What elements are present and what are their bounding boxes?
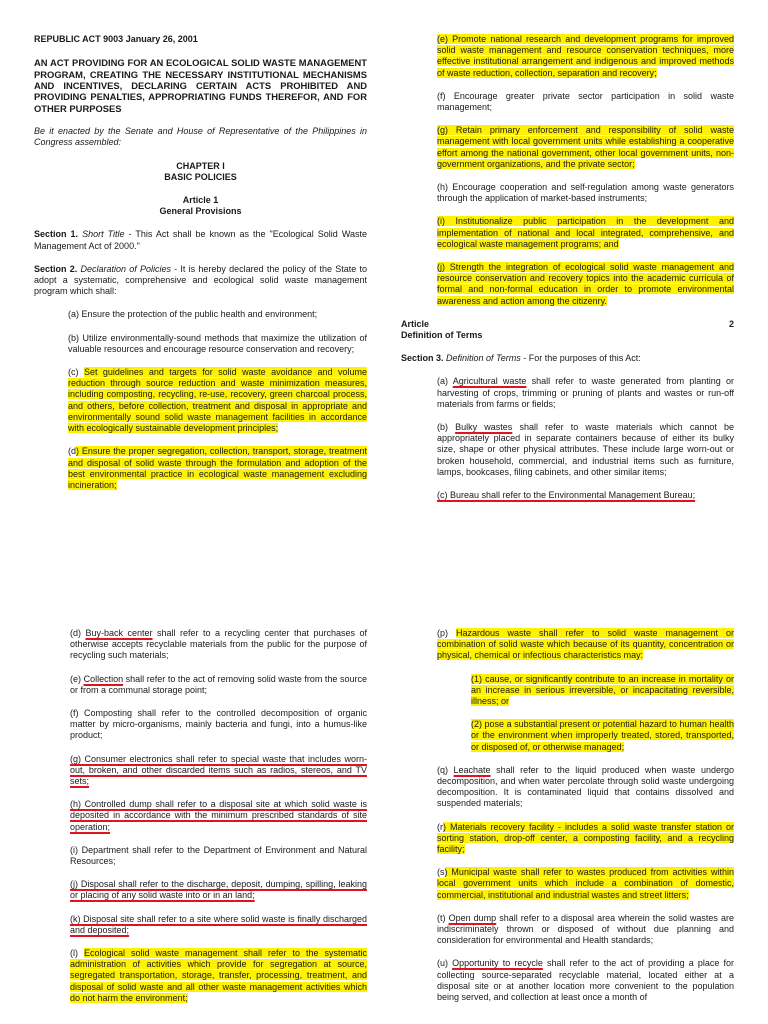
section-2-term: Declaration of Policies bbox=[80, 263, 171, 274]
chapter-title: BASIC POLICIES bbox=[164, 171, 237, 182]
section-3 bbox=[401, 353, 734, 364]
definition-h bbox=[70, 799, 367, 833]
section-3-label: Section 3. bbox=[401, 353, 444, 364]
section-1-text: - This Act shall be known as the "Ecological Solid Waste Management Act of 2000." bbox=[34, 229, 367, 251]
definition-k-underlined: (k) Disposal site shall refer to a site where solid waste is finally discharged and deposited; bbox=[70, 913, 367, 935]
policy-item-i-highlight: (i) Institutionalize public participation in the development and implementation of national and local integrated, comprehensive, and ecological waste management programs; and bbox=[437, 216, 734, 249]
policy-item-j bbox=[437, 262, 734, 307]
definition-q-term: Leachate bbox=[453, 764, 491, 775]
page-2-left-column bbox=[34, 628, 367, 1016]
definition-q-lead: (q) bbox=[437, 764, 454, 775]
definition-q-text: shall refer to the liquid produced when waste undergo decomposition, and when water percolate through solid waste undergoing decomposition. It is contaminated liquid that contains dissolved and suspended materials; bbox=[437, 764, 734, 809]
definition-i: (i) Department shall refer to the Department of Environment and Natural Resources; bbox=[70, 844, 367, 867]
section-2 bbox=[34, 264, 367, 298]
enacting-clause: Be it enacted by the Senate and House of Representative of the Philippines in Congress assembled: bbox=[34, 126, 367, 148]
page-2-right-column bbox=[401, 628, 734, 1015]
page-2 bbox=[0, 596, 768, 1024]
article-title: General Provisions bbox=[159, 206, 242, 217]
section-1-term: Short Title bbox=[82, 229, 125, 240]
definition-p-2 bbox=[471, 719, 734, 753]
section-3-text: - For the purposes of this Act: bbox=[520, 353, 641, 364]
policy-item-a: (a) Ensure the protection of the public health and environment; bbox=[68, 309, 318, 320]
definition-d bbox=[70, 628, 367, 662]
policy-item-b: (b) Utilize environmentally-sound methods that maximize the utilization of valuable resources and encourage resource conservation and recovery; bbox=[68, 332, 367, 354]
definition-r-highlight: ) Materials recovery facility - includes a solid waste transfer station or sorting station, drop-off center, a composting facility, and a recycling facility; bbox=[437, 821, 734, 855]
policy-item-h: (h) Encourage cooperation and self-regulation among waste generators through the application of market-based instruments; bbox=[437, 182, 734, 204]
definition-c-underlined: (c) Bureau shall refer to the Environmental Management Bureau; bbox=[437, 490, 696, 501]
section-1-label: Section 1. bbox=[34, 229, 79, 240]
definition-p-highlight: Hazardous waste shall refer to solid waste management or combination of solid waste which because of its quantity, concentration or physical, chemical or infectious characteristics may: bbox=[437, 628, 735, 661]
definition-t-lead: (t) bbox=[437, 912, 449, 923]
definition-b-lead: (b) bbox=[437, 422, 456, 433]
definition-e-lead: (e) bbox=[70, 673, 84, 684]
definition-t-text: shall refer to a disposal area wherein the solid wastes are indiscriminately thrown or disposed of without due planning and consideration for environmental and Health standards; bbox=[437, 912, 735, 946]
section-2-text: - It is hereby declared the policy of the State to adopt a systematic, comprehensive and ecological solid waste management program which shall: bbox=[34, 263, 367, 297]
policy-item-g-highlight: (g) Retain primary enforcement and responsibility of solid waste management with local government units while establishing a cooperative effort among the national government, other local government units, non- government organizations, and the private sector; bbox=[437, 125, 734, 169]
definition-g-underlined: (g) Consumer electronics shall refer to special waste that includes worn-out, broken, and other discarded items such as radios, stereos, and TV sets; bbox=[70, 753, 367, 787]
section-1 bbox=[34, 229, 367, 251]
definition-l-highlight: Ecological solid waste management shall refer to the systematic administration of activities which provide for segregation at source, segregated transportation, storage, transfer, processing, treatment, and disposal of solid waste and all other waste management activities which do not harm the environment; bbox=[70, 948, 367, 1003]
definition-p bbox=[437, 628, 734, 662]
definition-d-text: shall refer to a recycling center that purchases of otherwise accepts recyclable materials from the public for the purpose of recycling such materials; bbox=[70, 628, 368, 661]
policy-item-d-lead: (d bbox=[68, 446, 77, 457]
policy-item-g bbox=[437, 125, 734, 170]
definition-k bbox=[70, 914, 367, 936]
definition-r bbox=[437, 822, 734, 856]
policy-item-e-highlight: (e) Promote national research and development programs for improved solid waste management and resource conservation techniques, more effective institutional arrangement and indigenous and improved methods of waste reduction, collection, separation and recovery; bbox=[437, 34, 734, 78]
definition-j-underlined: (j) Disposal shall refer to the discharge, deposit, dumping, spilling, leaking or placing of any solid waste into or in an land; bbox=[70, 879, 367, 901]
definition-d-term: Buy-back center bbox=[85, 628, 153, 638]
policy-item-d bbox=[68, 446, 367, 491]
definition-s bbox=[437, 867, 734, 901]
policy-item-j-highlight: (j) Strength the integration of ecological solid waste management and resource conservation and recovery topics into the academic curricula of formal and non-formal education in order to promote environmental awareness and action among the citizenry. bbox=[437, 262, 734, 306]
policy-item-d-highlight: ) Ensure the proper segregation, collection, transport, storage, treatment and disposal of solid waste through the formulation and adoption of the best environmental practice in ecological waste management excluding incineration; bbox=[68, 446, 367, 490]
definition-s-highlight: ) Municipal waste shall refer to wastes produced from activities within local government units which include a combination of domestic, commercial, institutional and industrial wastes and street litters; bbox=[437, 867, 734, 900]
definition-e bbox=[70, 674, 367, 696]
definition-u bbox=[437, 958, 734, 1003]
definition-a-text: shall refer to waste generated from planting or harvesting of crops, trimming or pruning of plants and wastes or run-off materials from farms or fields; bbox=[437, 376, 734, 409]
definition-q bbox=[437, 765, 734, 810]
definition-j bbox=[70, 879, 367, 901]
definition-p-1-highlight: (1) cause, or significantly contribute to an increase in mortality or an increase in serious irreversible, or incapacitating reversible, illness; or bbox=[471, 673, 734, 707]
definition-p-2-highlight: (2) pose a substantial present or potential hazard to human health or the environment when improperly treated, stored, transported, or disposed of, or otherwise managed; bbox=[471, 719, 734, 752]
definition-a bbox=[437, 376, 734, 410]
definition-t bbox=[437, 913, 734, 947]
article-number: Article 1 bbox=[182, 195, 219, 206]
article-2-number: 2 bbox=[728, 318, 734, 329]
policy-item-f: (f) Encourage greater private sector participation in solid waste management; bbox=[437, 90, 734, 113]
definition-p-1 bbox=[471, 674, 734, 708]
act-heading: REPUBLIC ACT 9003 January 26, 2001 bbox=[34, 34, 198, 44]
section-3-term: Definition of Terms bbox=[446, 353, 521, 364]
definition-t-term: Open dump bbox=[448, 912, 497, 923]
definition-g bbox=[70, 754, 367, 788]
definition-e-text: shall refer to the act of removing solid waste from the source or from a communal storage point; bbox=[70, 673, 367, 695]
article-2-heading bbox=[401, 319, 734, 330]
definition-l bbox=[70, 948, 367, 1004]
definition-a-term: Agricultural waste bbox=[452, 376, 527, 387]
policy-item-c-lead: (c) bbox=[68, 367, 84, 378]
definition-d-lead: (d) bbox=[70, 628, 86, 638]
definition-p-lead: (p) bbox=[437, 628, 456, 638]
policy-item-e bbox=[437, 34, 734, 79]
definition-c bbox=[437, 490, 734, 501]
policy-item-i bbox=[437, 216, 734, 250]
policy-item-c-highlight: Set guidelines and targets for solid waste avoidance and volume reduction through source reduction and waste minimization measures, including composting, recycling, re-use, recovery, green charcoal process, and others, before collection, treatment and disposal in appropriate and environmentally sound solid waste management facilities in accordance with ecologically sustainable development principles; bbox=[68, 367, 367, 434]
definition-f: (f) Composting shall refer to the controlled decomposition of organic matter by micro-organisms, mainly bacteria and fungi, into a humus-like product; bbox=[70, 708, 367, 741]
definition-h-underlined: (h) Controlled dump shall refer to a disposal site at which solid waste is deposited in accordance with the minimum prescribed standards of site operation; bbox=[70, 799, 367, 832]
policy-item-c bbox=[68, 367, 367, 434]
definition-e-term: Collection bbox=[83, 673, 124, 684]
page-1-left-column bbox=[34, 34, 367, 503]
definition-u-lead: (u) bbox=[437, 958, 453, 969]
definition-b-term: Bulky wastes bbox=[455, 422, 513, 433]
article-2-title: Definition of Terms bbox=[401, 330, 483, 341]
definition-b-text: shall refer to waste materials which cannot be appropriately placed in separate containers because of either its bulky size, shape or other physical attributes. These include large worn-out or broken household, commercial, and industrial items such as furniture, lamps, bookcases, filing cabinets, and other similar items; bbox=[437, 422, 735, 477]
definition-l-lead: (l) bbox=[70, 948, 84, 959]
definition-r-lead: (r bbox=[437, 821, 443, 832]
definition-u-text: shall refer to the act of providing a place for collecting source-separated recyclable material, located either at a disposal site or at another location more convenient to the population being served, and collection at least once a month of bbox=[437, 958, 734, 1003]
page-1-right-column bbox=[401, 34, 734, 513]
definition-s-lead: (s bbox=[437, 867, 445, 878]
chapter-number: CHAPTER I bbox=[176, 160, 225, 171]
definition-u-term: Opportunity to recycle bbox=[452, 958, 543, 969]
definition-a-lead: (a) bbox=[437, 376, 453, 387]
definition-b bbox=[437, 422, 734, 478]
section-2-label: Section 2. bbox=[34, 263, 78, 274]
article-2-label: Article bbox=[401, 318, 430, 329]
act-title: AN ACT PROVIDING FOR AN ECOLOGICAL SOLID WASTE MANAGEMENT PROGRAM, CREATING THE NECESSARY INSTITUTIONAL MECHANISMS AND INCENTIVES, DECLARING CERTAIN ACTS PROHIBITED AND PROVIDING PENALTIES, APPROPRIATING FUNDS THEREFOR, AND FOR OTHER PURPOSES bbox=[34, 57, 367, 114]
